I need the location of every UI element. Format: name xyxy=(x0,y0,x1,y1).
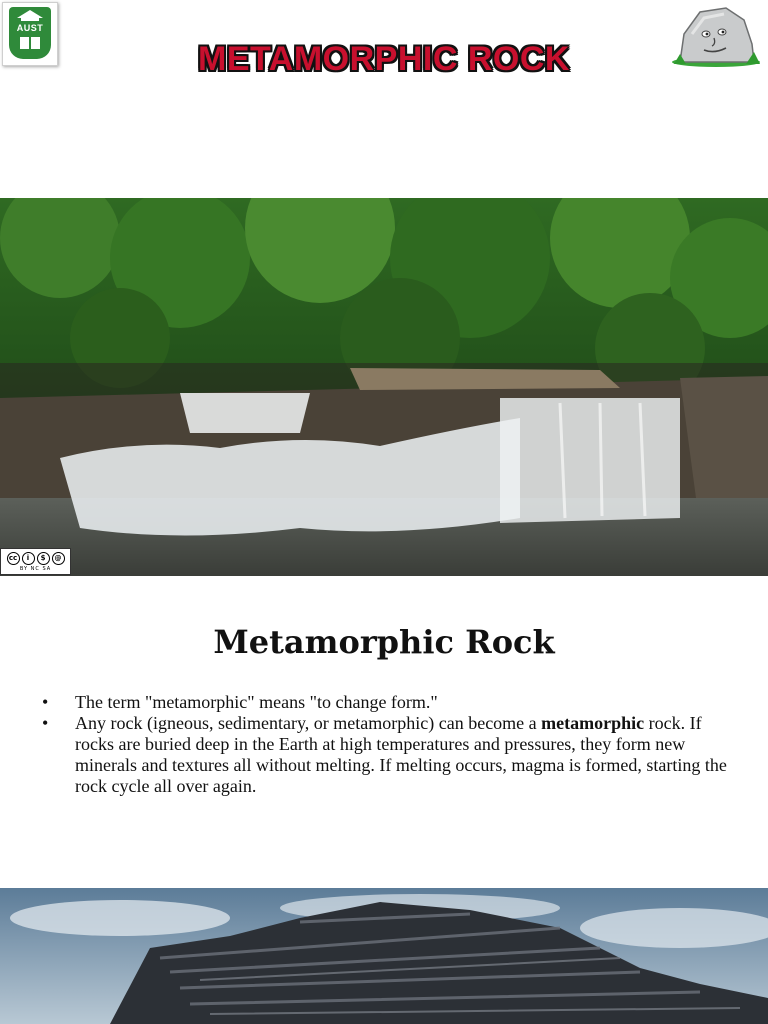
rock-formation-photo xyxy=(0,888,768,1024)
bullet-text-post: rock. If rocks are buried deep in the Earth at high temperatures and pressures, they form new minerals and textures all without melting. If melting occurs, magma is formed, starting the rock cycle all over again. xyxy=(75,713,727,796)
rock-mascot-icon xyxy=(670,4,762,68)
bullet-dot: • xyxy=(42,713,49,733)
bullet-item xyxy=(42,692,742,713)
bullet-text-bold: metamorphic xyxy=(541,713,645,733)
cc-license-label: BY NC SA xyxy=(19,565,52,572)
bullet-item xyxy=(42,713,742,797)
logo-text: AUST xyxy=(16,23,44,33)
bullet-dot: • xyxy=(42,692,49,712)
noncommercial-icon: $ xyxy=(37,552,50,565)
waterfall-photo xyxy=(0,198,768,576)
attribution-icon: i xyxy=(22,552,35,565)
bullet-text-pre: Any rock (igneous, sedimentary, or metamorphic) can become a xyxy=(75,713,542,733)
bullet-text: The term "metamorphic" means "to change form." xyxy=(75,692,438,712)
section-heading: Metamorphic Rock xyxy=(213,623,555,661)
cc-icon: cc xyxy=(7,552,20,565)
slide-title: METAMORPHIC ROCK xyxy=(198,40,570,78)
creative-commons-badge xyxy=(0,548,71,575)
sharealike-icon: @ xyxy=(52,552,65,565)
bullet-list xyxy=(42,692,742,797)
